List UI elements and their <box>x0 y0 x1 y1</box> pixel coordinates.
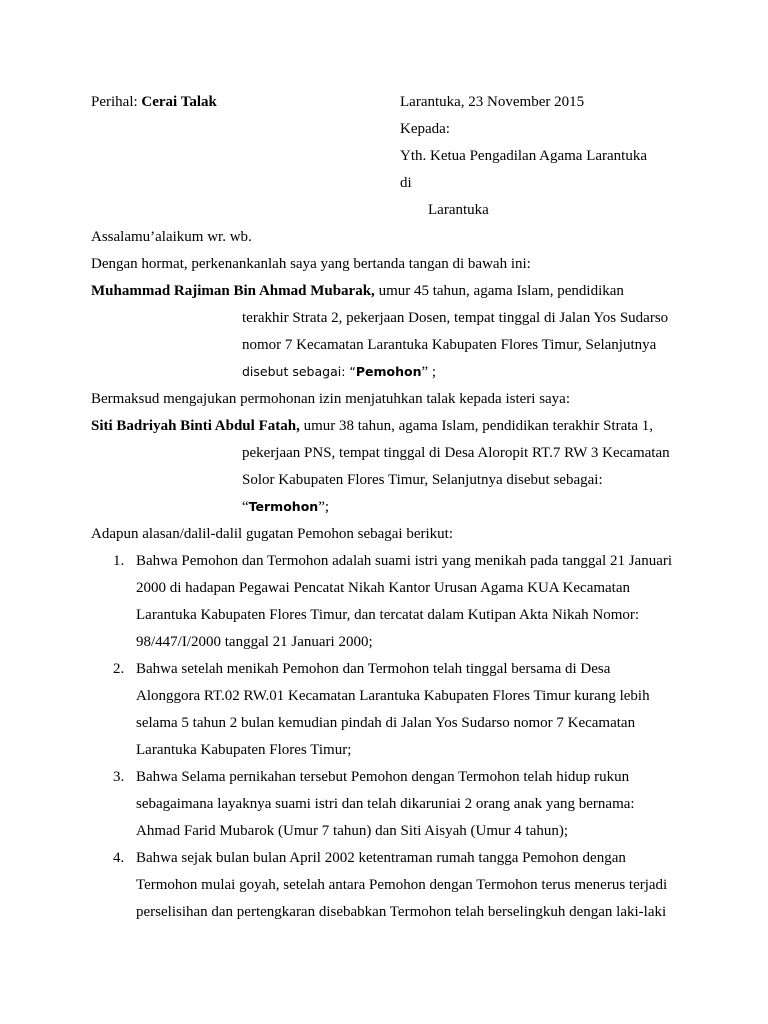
reason-3-line-3: Ahmad Farid Mubarok (Umur 7 tahun) dan Siti Aisyah (Umur 4 tahun); <box>136 823 569 839</box>
pemohon-line-3: nomor 7 Kecamatan Larantuka Kabupaten Flores Timur, Selanjutnya <box>242 337 657 353</box>
recipient-name: Yth. Ketua Pengadilan Agama Larantuka <box>400 148 648 164</box>
subject-line <box>91 92 217 112</box>
pemohon-name: Muhammad Rajiman Bin Ahmad Mubarak, <box>91 283 375 299</box>
place-date: Larantuka, 23 November 2015 <box>400 94 585 110</box>
reason-2-line-2: Alonggora RT.02 RW.01 Kecamatan Larantuka Kabupaten Flores Timur kurang lebih <box>136 688 650 704</box>
recipient-kepada: Kepada: <box>400 121 450 137</box>
pemohon-designation-prefix: disebut sebagai: “ <box>242 364 356 379</box>
pemohon-designation-suffix: ” ; <box>421 364 437 380</box>
greeting: Assalamu’alaikum wr. wb. <box>91 229 252 245</box>
pemohon-line-2: terakhir Strata 2, pekerjaan Dosen, tempat tinggal di Jalan Yos Sudarso <box>242 310 669 326</box>
reason-2-line-1: Bahwa setelah menikah Pemohon dan Termohon telah tinggal bersama di Desa <box>136 661 611 677</box>
recipient-di: di <box>400 175 412 191</box>
termohon-details-1: umur 38 tahun, agama Islam, pendidikan terakhir Strata 1, <box>299 418 654 434</box>
termohon-line-3: Solor Kabupaten Flores Timur, Selanjutnya disebut sebagai: <box>242 472 603 488</box>
reason-3-number: 3. <box>113 769 125 785</box>
reason-4-line-1: Bahwa sejak bulan bulan April 2002 ketentraman rumah tangga Pemohon dengan <box>136 850 626 866</box>
reason-3-line-2: sebagaimana layaknya suami istri dan telah dikaruniai 2 orang anak yang bernama: <box>136 796 635 812</box>
pemohon-line-4 <box>242 362 436 382</box>
reason-1-line-1: Bahwa Pemohon dan Termohon adalah suami istri yang menikah pada tanggal 21 Januari <box>136 553 673 569</box>
termohon-designation-term: Termohon <box>248 499 319 514</box>
purpose-paragraph: Bermaksud mengajukan permohonan izin menjatuhkan talak kepada isteri saya: <box>91 391 571 407</box>
termohon-line-4 <box>242 497 329 517</box>
subject-label: Perihal: <box>91 94 138 110</box>
intro-paragraph: Dengan hormat, perkenankanlah saya yang bertanda tangan di bawah ini: <box>91 256 531 272</box>
reason-2-line-3: selama 5 tahun 2 bulan kemudian pindah di Jalan Yos Sudarso nomor 7 Kecamatan <box>136 715 636 731</box>
pemohon-details-1: umur 45 tahun, agama Islam, pendidikan <box>374 283 624 299</box>
termohon-line-2: pekerjaan PNS, tempat tinggal di Desa Aloropit RT.7 RW 3 Kecamatan <box>242 445 670 461</box>
reason-2-line-4: Larantuka Kabupaten Flores Timur; <box>136 742 352 758</box>
subject-value: Cerai Talak <box>141 94 217 110</box>
reasons-intro: Adapun alasan/dalil-dalil gugatan Pemohon sebagai berikut: <box>91 526 453 542</box>
reason-1-line-3: Larantuka Kabupaten Flores Timur, dan tercatat dalam Kutipan Akta Nikah Nomor: <box>136 607 640 623</box>
reason-4-line-2: Termohon mulai goyah, setelah antara Pemohon dengan Termohon terus menerus terjadi <box>136 877 668 893</box>
reason-4-number: 4. <box>113 850 125 866</box>
reason-1-line-4: 98/447/I/2000 tanggal 21 Januari 2000; <box>136 634 373 650</box>
reason-1-number: 1. <box>113 553 125 569</box>
reason-2-number: 2. <box>113 661 125 677</box>
reason-1-line-2: 2000 di hadapan Pegawai Pencatat Nikah Kantor Urusan Agama KUA Kecamatan <box>136 580 631 596</box>
termohon-line-1 <box>91 416 653 436</box>
pemohon-designation-term: Pemohon <box>355 364 422 379</box>
recipient-city: Larantuka <box>428 202 489 218</box>
pemohon-line-1 <box>91 281 624 301</box>
termohon-designation-suffix: ”; <box>318 499 330 515</box>
termohon-name: Siti Badriyah Binti Abdul Fatah, <box>91 418 300 434</box>
reason-4-line-3: perselisihan dan pertengkaran disebabkan Termohon telah berselingkuh dengan laki-laki <box>136 904 667 920</box>
reason-3-line-1: Bahwa Selama pernikahan tersebut Pemohon dengan Termohon telah hidup rukun <box>136 769 630 785</box>
termohon-designation-prefix: “ <box>242 499 249 515</box>
